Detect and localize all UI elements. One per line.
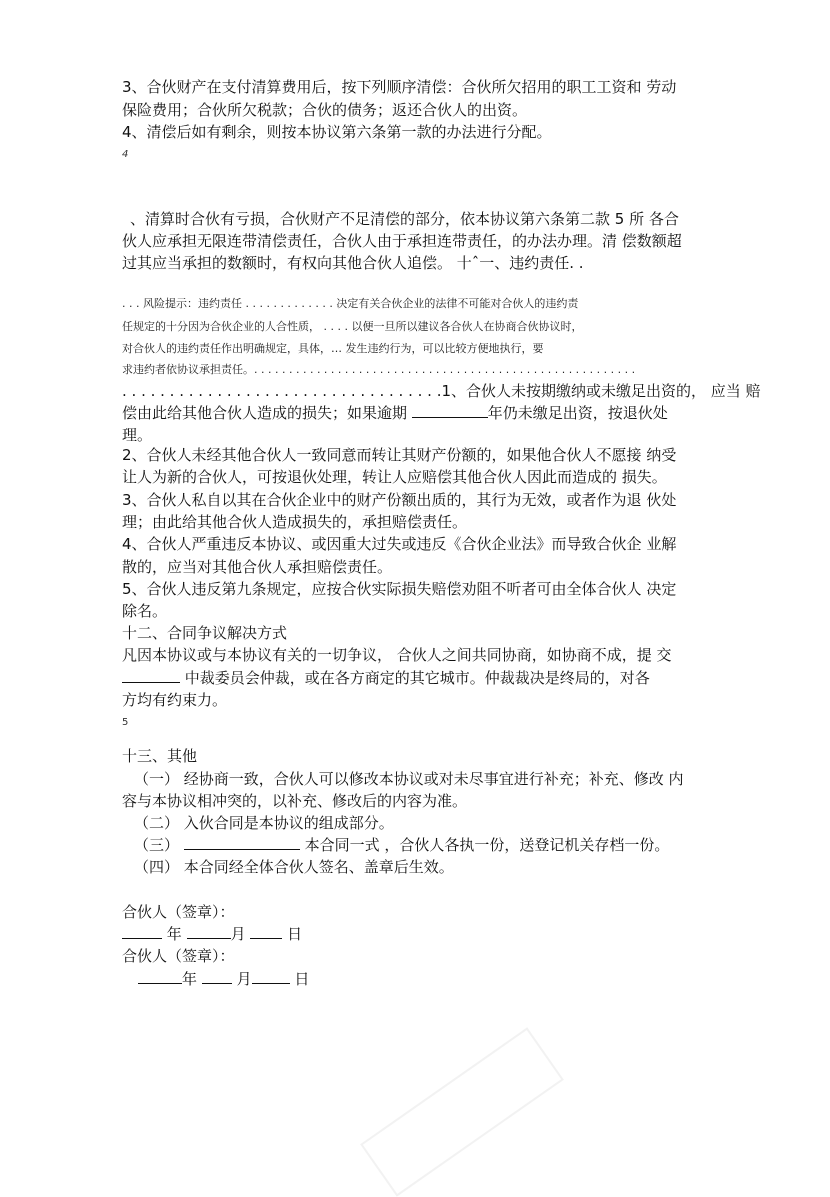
- clause-3-line-2: 保险费用；合伙所欠税款；合伙的债务；返还合伙人的出资。: [122, 101, 528, 119]
- breach-5-line-2: 除名。: [122, 602, 168, 620]
- page-number-4: 4: [122, 149, 129, 160]
- signatory-1-date: [122, 923, 302, 945]
- dot-leader: . . . . . . . . . . . . . . . . . . . . . . . . . . . . . . . . . .: [122, 382, 442, 400]
- s13-item-3-label: （三）: [134, 836, 180, 854]
- year-label-2: 年: [182, 970, 198, 988]
- faint-watermark-stamp: [360, 1027, 564, 1196]
- signatory-2-date: [138, 968, 309, 990]
- breach-2-line-1: 2、合伙人未经其他合伙人一致同意而转让其财产份额的，如果他合伙人不愿接 纳受: [122, 446, 677, 464]
- year-label-1: 年: [166, 925, 182, 943]
- breach-2-line-2: 让人为新的合伙人，可按退伙处理，转让人应赔偿其他合伙人因此而造成的 损失。: [122, 468, 667, 486]
- s13-item-4: （四） 本合同经全体合伙人签名、盖章后生效。: [134, 858, 454, 876]
- breach-1-text-c: 年仍未缴足出资，按退伙处: [487, 404, 668, 422]
- signatory-2-label: 合伙人（签章）：: [122, 947, 235, 965]
- clause-3-line-1: 3、合伙财产在支付清算费用后，按下列顺序清偿：合伙所欠招用的职工工资和 劳动: [122, 78, 677, 96]
- section-12-title: 十二、合同争议解决方式: [122, 624, 288, 642]
- month-blank-1[interactable]: [187, 924, 231, 939]
- risk-note-line-2: 任规定的十分因为合伙企业的人合性质， . . . . 以便一旦所以建议各合伙人在协商合伙协议时，: [122, 320, 583, 333]
- s13-item-1-line-1: （一） 经协商一致，合伙人可以修改本协议或对未尽事宜进行补充；补充、修改 内: [134, 770, 684, 788]
- risk-note-line-1: . . . 风险提示：违约责任 . . . . . . . . . . . . . 决定有关合伙企业的法律不可能对合伙人的违约责: [122, 297, 579, 310]
- breach-5-line-1: 5、合伙人违反第九条规定，应按合伙实际损失赔偿劝阻不听者可由全体合伙人 决定: [122, 580, 677, 598]
- years-blank[interactable]: [412, 403, 488, 418]
- page-number-5: 5: [122, 717, 129, 728]
- liquidation-line-3: 过其应当承担的数额时，有权向其他合伙人追偿。 十ˆ一、违约责任. .: [122, 254, 584, 272]
- breach-1-text-b: 偿由此给其他合伙人造成的损失；如果逾期: [122, 404, 408, 422]
- clause-4-line: 4、清偿后如有剩余，则按本协议第六条第一款的办法进行分配。: [122, 123, 552, 141]
- section-12-line-1: 凡因本协议或与本协议有关的一切争议， 合伙人之间共同协商，如协商不成，提 交: [122, 646, 672, 664]
- breach-1-line-1: [122, 380, 761, 402]
- breach-1-line-2: [122, 402, 668, 424]
- section-12-line-3: 方均有约束力。: [122, 691, 228, 709]
- day-label-1: 日: [287, 925, 303, 943]
- copies-blank[interactable]: [184, 835, 300, 850]
- risk-note-line-3: 对合伙人的违约责任作出明确规定，具体，… 发生违约行为，可以比较方便地执行，要: [122, 342, 544, 355]
- breach-1-line-3: 理。: [122, 426, 153, 444]
- risk-note-line-4: 求违约者依协议承担责任。. . . . . . . . . . . . . . . . . . . . . . . . . . . . . . . . . . . . . . . . . . . . . . . . . . . . . . .: [122, 363, 636, 376]
- month-blank-2[interactable]: [202, 969, 232, 984]
- section-12-line-2: [122, 667, 650, 689]
- day-blank-1[interactable]: [250, 924, 282, 939]
- breach-3-line-2: 理；由此给其他合伙人造成损失的，承担赔偿责任。: [122, 513, 468, 531]
- breach-3-line-1: 3、合伙人私自以其在合伙企业中的财产份额出质的，其行为无效，或者作为退 伙处: [122, 491, 677, 509]
- section-12-text-b: 中裁委员会仲裁，或在各方商定的其它城市。仲裁裁决是终局的，对各: [184, 669, 650, 687]
- arbitration-blank[interactable]: [122, 668, 180, 683]
- breach-1-text: 1、合伙人未按期缴纳或未缴足出资的， 应当 赔: [441, 382, 761, 400]
- month-label-2: 月: [236, 970, 252, 988]
- liquidation-line-1: 、清算时合伙有亏损，合伙财产不足清偿的部分，依本协议第六条第二款 5 所 各合: [130, 210, 679, 228]
- s13-item-1-line-2: 容与本协议相冲突的，以补充、修改后的内容为准。: [122, 792, 468, 810]
- s13-item-3-text: 本合同一式 ，合伙人各执一份，送登记机关存档一份。: [304, 836, 670, 854]
- breach-4-line-1: 4、合伙人严重违反本协议、或因重大过失或违反《合伙企业法》而导致合伙企 业解: [122, 535, 677, 553]
- month-label-1: 月: [230, 925, 246, 943]
- s13-item-2: （二） 入伙合同是本协议的组成部分。: [134, 814, 394, 832]
- year-blank-1[interactable]: [122, 924, 162, 939]
- year-blank-2[interactable]: [138, 969, 182, 984]
- day-blank-2[interactable]: [252, 969, 290, 984]
- day-label-2: 日: [294, 970, 310, 988]
- breach-4-line-2: 散的，应当对其他合伙人承担赔偿责任。: [122, 558, 393, 576]
- signatory-1-label: 合伙人（签章）：: [122, 903, 235, 921]
- section-13-title: 十三、其他: [122, 747, 198, 765]
- liquidation-line-2: 伙人应承担无限连带清偿责任，合伙人由于承担连带责任，的办法办理。清 偿数额超: [122, 232, 682, 250]
- s13-item-3: [134, 834, 669, 856]
